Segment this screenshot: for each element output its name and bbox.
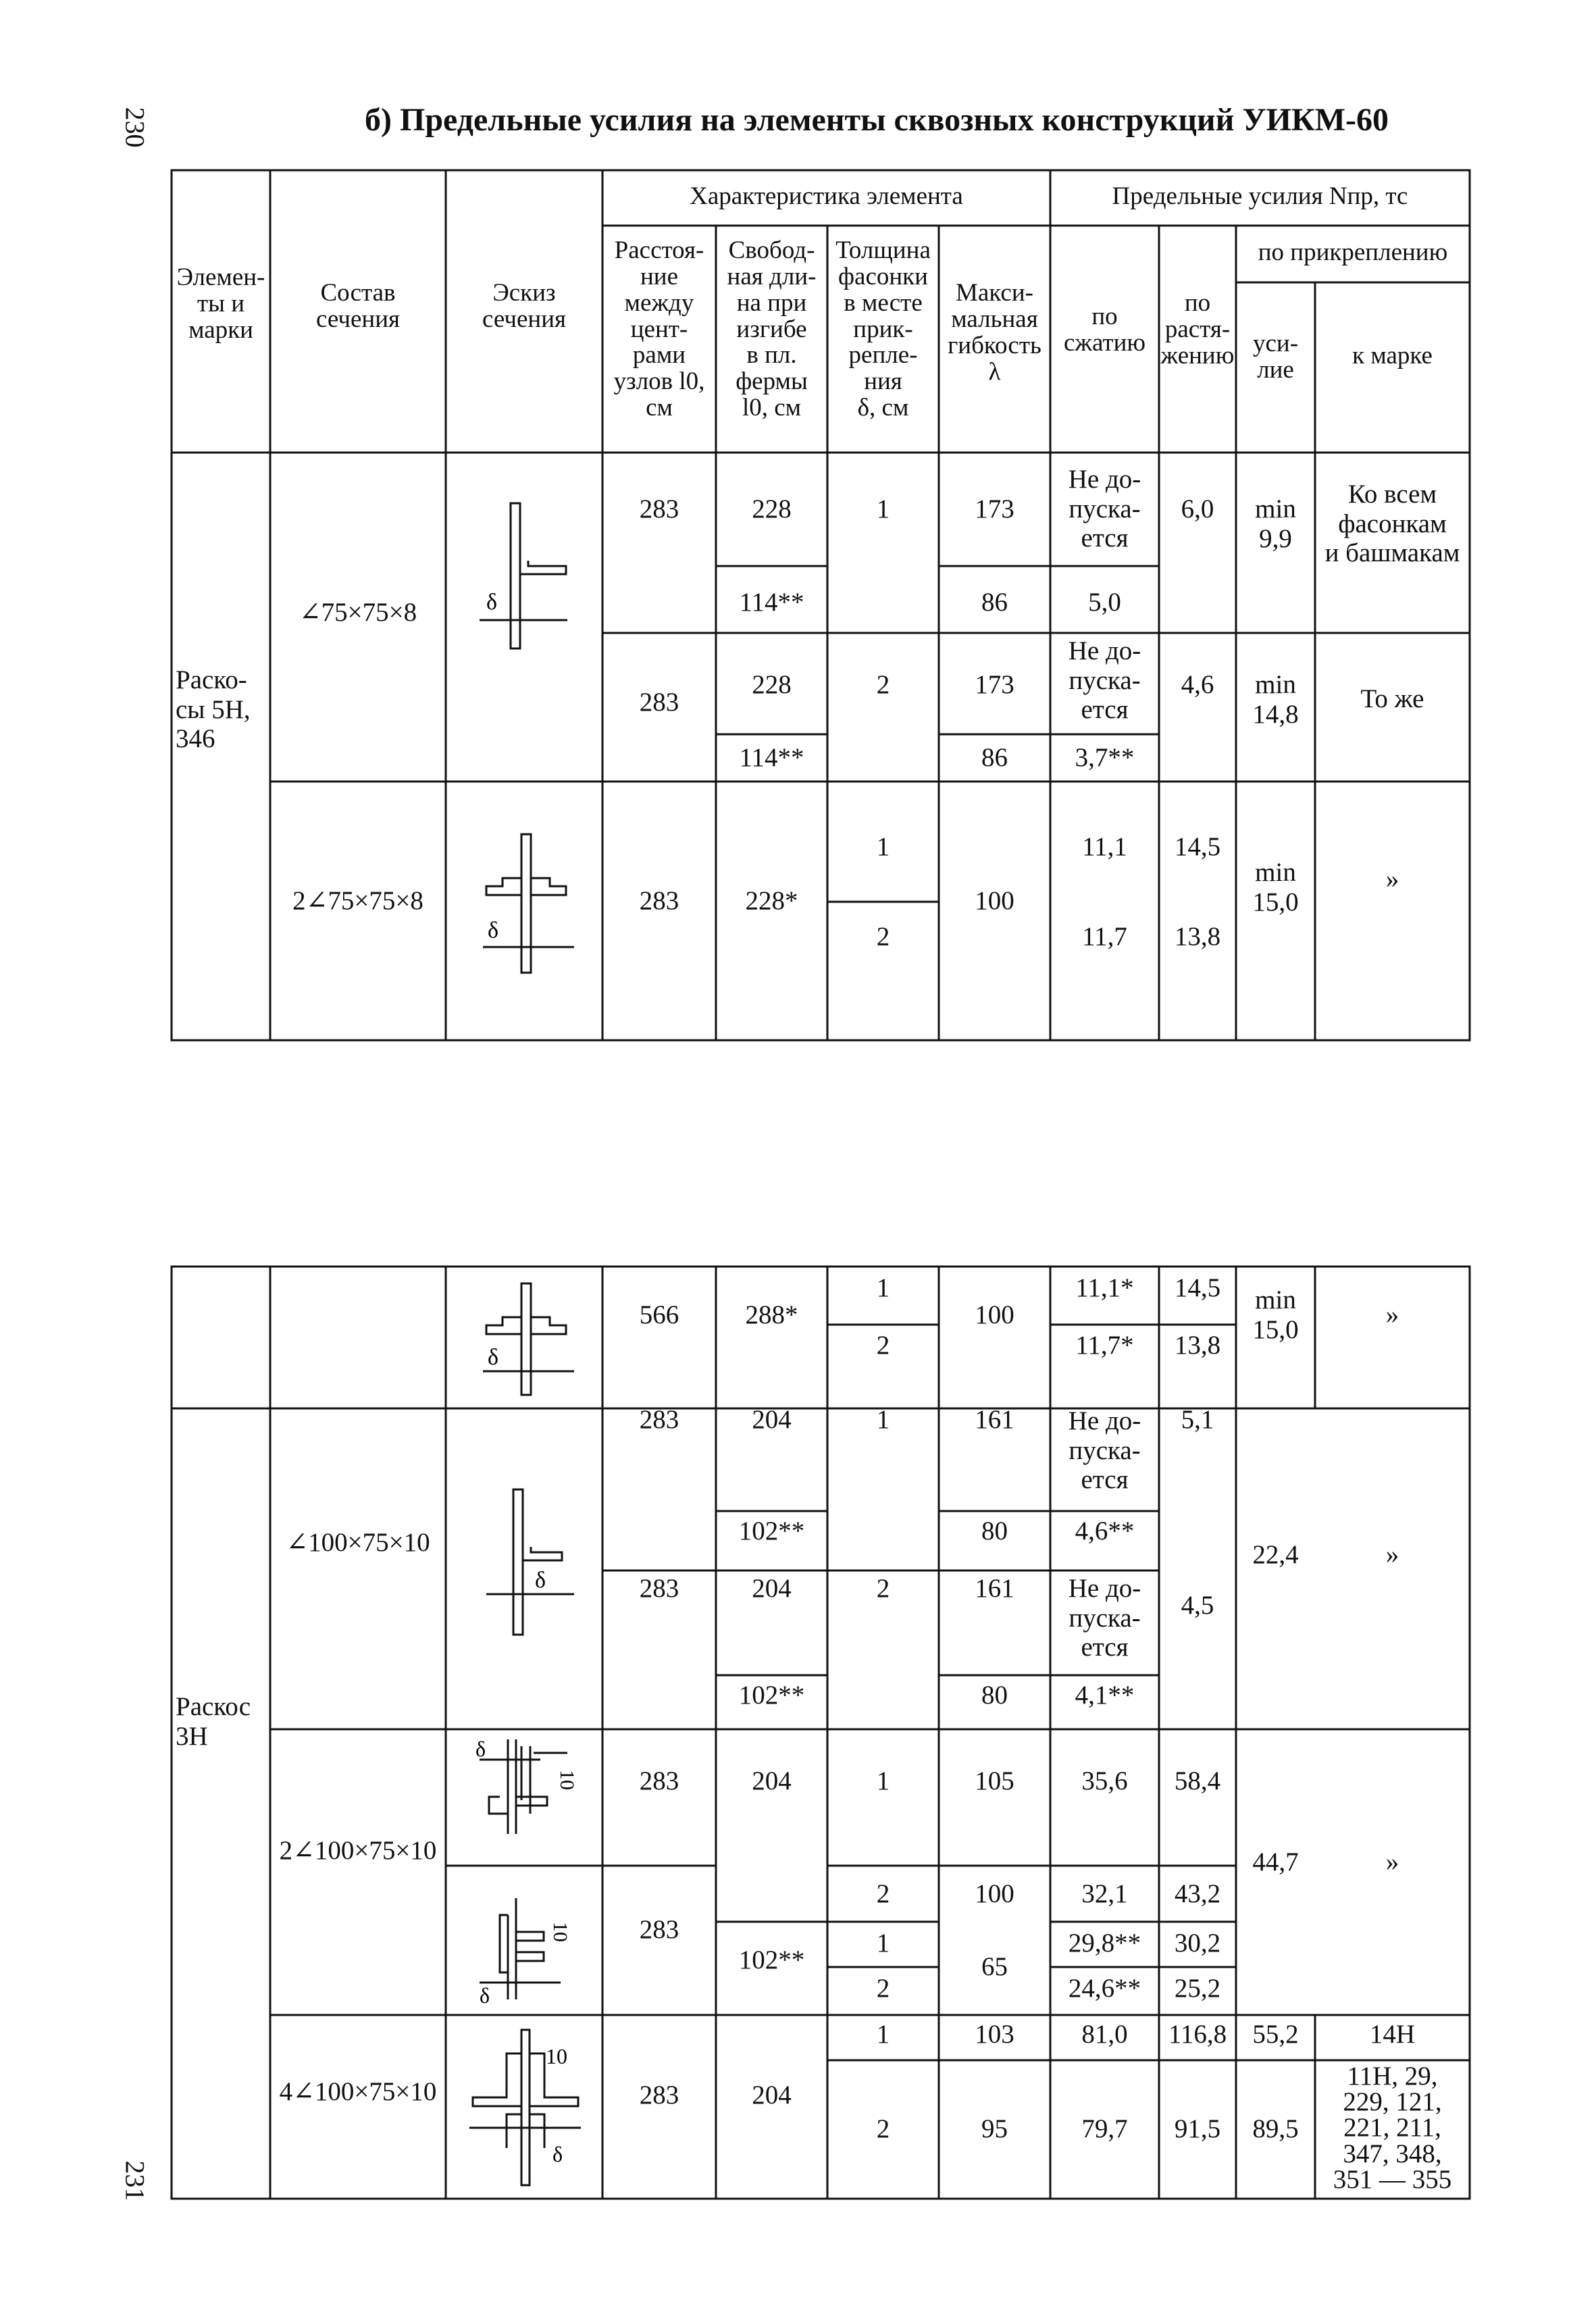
header-section: Состав сечения — [315, 279, 401, 333]
cell-free-length: 228 — [752, 494, 792, 524]
cell-compression: 35,6 — [1081, 1766, 1128, 1795]
cell-mark: Ко всем фасонкам и башмакам — [1324, 480, 1460, 568]
cell-compression: 4,6** — [1075, 1516, 1135, 1546]
cell-tension: 14,5 — [1174, 832, 1221, 861]
cell-tension: 30,2 — [1174, 1929, 1221, 1958]
cell-compression: 11,7 — [1082, 922, 1127, 951]
cell-free-length: 228 — [752, 670, 792, 699]
section-sketch-quad-angle — [466, 2026, 588, 2189]
cell-compression: Не до- пуска- ется — [1068, 1574, 1141, 1662]
page-number-left: 230 — [120, 107, 151, 148]
cell-compression: 5,0 — [1088, 588, 1121, 617]
cell-compression: 11,7* — [1075, 1331, 1134, 1360]
cell-gusset: 1 — [876, 1766, 890, 1795]
delta-label: δ — [486, 590, 498, 615]
cell-gusset: 2 — [876, 670, 890, 699]
cell-free-length: 114** — [739, 743, 804, 772]
dimension-label: 10 — [546, 2044, 567, 2068]
header-max-slenderness: Макси- мальная гибкость λ — [948, 279, 1041, 386]
cell-free-length: 288* — [745, 1300, 798, 1329]
cell-gusset: 1 — [876, 1273, 890, 1302]
cell-free-length: 228* — [745, 886, 798, 915]
cell-gusset: 1 — [876, 2020, 890, 2049]
cell-distance: 283 — [639, 1915, 679, 1944]
cell-free-length: 204 — [752, 1405, 792, 1434]
cell-mark: » — [1385, 1847, 1399, 1876]
cell-free-length: 204 — [752, 2080, 792, 2110]
section-label: 4∠100×75×10 — [279, 2077, 437, 2106]
cell-tension: 5,1 — [1181, 1405, 1214, 1434]
cell-distance: 566 — [639, 1300, 679, 1329]
header-gusset-thickness: Толщина фасонки в месте прик- репле- ния δ, см — [835, 236, 931, 422]
cell-compression: 4,1** — [1075, 1681, 1135, 1710]
cell-mark: 14Н — [1369, 2020, 1416, 2049]
cell-slenderness: 173 — [975, 670, 1014, 699]
delta-label: δ — [480, 1983, 490, 2008]
page-title: б) Предельные усилия на элементы сквозных конструкций УИКМ-60 — [365, 102, 1389, 138]
cell-mark: 11Н, 29, 229, 121, 221, 211, 347, 348, 351 — 355 — [1333, 2062, 1452, 2194]
section-sketch-double-angle — [473, 831, 588, 979]
cell-distance: 283 — [639, 1405, 679, 1434]
header-elements: Элемен- ты и марки — [176, 263, 265, 344]
cell-gusset: 1 — [876, 1405, 890, 1434]
cell-slenderness: 100 — [975, 1300, 1014, 1329]
cell-slenderness: 65 — [981, 1952, 1008, 1981]
cell-distance: 283 — [639, 886, 679, 915]
cell-distance: 283 — [639, 688, 679, 717]
cell-slenderness: 80 — [981, 1681, 1008, 1710]
section-label: ∠100×75×10 — [286, 1528, 430, 1557]
header-distance: Расстоя- ние между цент- рами узлов l0, см — [613, 236, 705, 422]
cell-slenderness: 100 — [975, 886, 1014, 915]
cell-slenderness: 105 — [975, 1766, 1014, 1795]
cell-force: min 15,0 — [1252, 858, 1299, 917]
dimension-label: 10 — [556, 1770, 578, 1790]
cell-slenderness: 80 — [981, 1516, 1008, 1546]
cell-compression: Не до- пуска- ется — [1068, 636, 1141, 725]
section-sketch-double-angle-gusset — [466, 1733, 588, 1864]
cell-mark: » — [1385, 1300, 1399, 1329]
cell-tension: 6,0 — [1181, 494, 1214, 524]
cell-force: min 9,9 — [1255, 494, 1296, 553]
cell-distance: 283 — [639, 2080, 679, 2110]
section-label: ∠75×75×8 — [299, 598, 417, 627]
section-sketch-single-angle — [473, 1486, 588, 1641]
cell-force: 55,2 — [1252, 2020, 1299, 2049]
section-sketch-double-angle-gusset — [466, 1871, 588, 2013]
cell-compression: 11,1* — [1075, 1273, 1134, 1302]
cell-force: min 15,0 — [1252, 1285, 1299, 1344]
cell-tension: 13,8 — [1174, 1331, 1221, 1360]
cell-gusset: 2 — [876, 1879, 890, 1908]
cell-gusset: 2 — [876, 1574, 890, 1603]
section-label: 2∠75×75×8 — [292, 886, 423, 915]
header-limit-forces: Предельные усилия Nпр, тс — [1112, 182, 1408, 210]
cell-tension: 91,5 — [1174, 2114, 1221, 2143]
cell-gusset: 1 — [876, 494, 890, 524]
cell-free-length: 102** — [738, 1516, 805, 1546]
cell-compression: 79,7 — [1081, 2114, 1128, 2143]
cell-distance: 283 — [639, 1766, 679, 1795]
cell-compression: 81,0 — [1081, 2020, 1128, 2049]
cell-mark: » — [1385, 1540, 1399, 1569]
cell-gusset: 2 — [876, 1331, 890, 1360]
cell-slenderness: 95 — [981, 2114, 1008, 2143]
cell-gusset: 1 — [876, 832, 890, 861]
header-tension: по растя- жению — [1160, 289, 1235, 369]
delta-label: δ — [475, 1737, 486, 1761]
cell-compression: 24,6** — [1068, 1974, 1141, 2003]
section-label: 2∠100×75×10 — [279, 1836, 437, 1865]
delta-label: δ — [535, 1568, 546, 1593]
cell-tension: 13,8 — [1174, 922, 1221, 951]
cell-slenderness: 173 — [975, 494, 1014, 524]
element-name: Раскос 3Н — [176, 1692, 251, 1751]
cell-compression: 3,7** — [1075, 743, 1135, 772]
cell-force: 44,7 — [1252, 1847, 1299, 1876]
cell-free-length: 204 — [752, 1766, 792, 1795]
cell-force: 22,4 — [1252, 1540, 1299, 1569]
header-force: уси- лие — [1252, 330, 1299, 384]
cell-free-length: 114** — [739, 588, 804, 617]
cell-gusset: 1 — [876, 1929, 890, 1958]
cell-gusset: 2 — [876, 1974, 890, 2003]
header-compression: по сжатию — [1063, 303, 1146, 357]
cell-mark: » — [1385, 865, 1399, 894]
cell-gusset: 2 — [876, 922, 890, 951]
cell-compression: 32,1 — [1081, 1879, 1128, 1908]
cell-compression: Не до- пуска- ется — [1068, 465, 1141, 553]
cell-distance: 283 — [639, 1574, 679, 1603]
delta-label: δ — [488, 1345, 499, 1370]
cell-mark: То же — [1360, 684, 1424, 713]
element-name: Раско- сы 5Н, 346 — [176, 665, 251, 754]
dimension-label: 10 — [549, 1922, 571, 1942]
cell-tension: 116,8 — [1168, 2020, 1227, 2049]
header-characteristics: Характеристика элемента — [690, 182, 963, 210]
cell-slenderness: 161 — [975, 1405, 1014, 1434]
cell-slenderness: 161 — [975, 1574, 1014, 1603]
cell-force: min 14,8 — [1252, 670, 1299, 729]
cell-tension: 25,2 — [1174, 1974, 1221, 2003]
header-free-length: Свобод- ная дли- на при изгибе в пл. фермы l0, см — [727, 236, 817, 422]
cell-tension: 14,5 — [1174, 1273, 1221, 1302]
cell-tension: 43,2 — [1174, 1879, 1221, 1908]
cell-slenderness: 103 — [975, 2020, 1014, 2049]
cell-tension: 4,5 — [1181, 1591, 1214, 1620]
cell-compression: 29,8** — [1068, 1929, 1141, 1958]
header-by-attachment: по прикреплению — [1258, 238, 1448, 266]
cell-gusset: 2 — [876, 2114, 890, 2143]
page-number-right: 231 — [120, 2160, 151, 2201]
cell-free-length: 102** — [738, 1945, 805, 1974]
cell-slenderness: 86 — [981, 588, 1008, 617]
cell-distance: 283 — [639, 494, 679, 524]
cell-compression: Не до- пуска- ется — [1068, 1406, 1141, 1495]
delta-label: δ — [552, 2142, 563, 2166]
cell-force: 89,5 — [1252, 2114, 1299, 2143]
cell-free-length: 102** — [738, 1681, 805, 1710]
section-sketch-double-angle — [473, 1280, 588, 1398]
cell-tension: 4,6 — [1181, 670, 1214, 699]
cell-free-length: 204 — [752, 1574, 792, 1603]
cell-slenderness: 100 — [975, 1879, 1014, 1908]
header-sketch: Эскиз сечения — [482, 279, 567, 333]
cell-compression: 11,1 — [1082, 832, 1127, 861]
section-sketch-single-angle — [466, 500, 581, 655]
header-to-mark: к марке — [1352, 342, 1433, 369]
cell-tension: 58,4 — [1174, 1766, 1221, 1795]
delta-label: δ — [488, 918, 499, 943]
cell-slenderness: 86 — [981, 743, 1008, 772]
